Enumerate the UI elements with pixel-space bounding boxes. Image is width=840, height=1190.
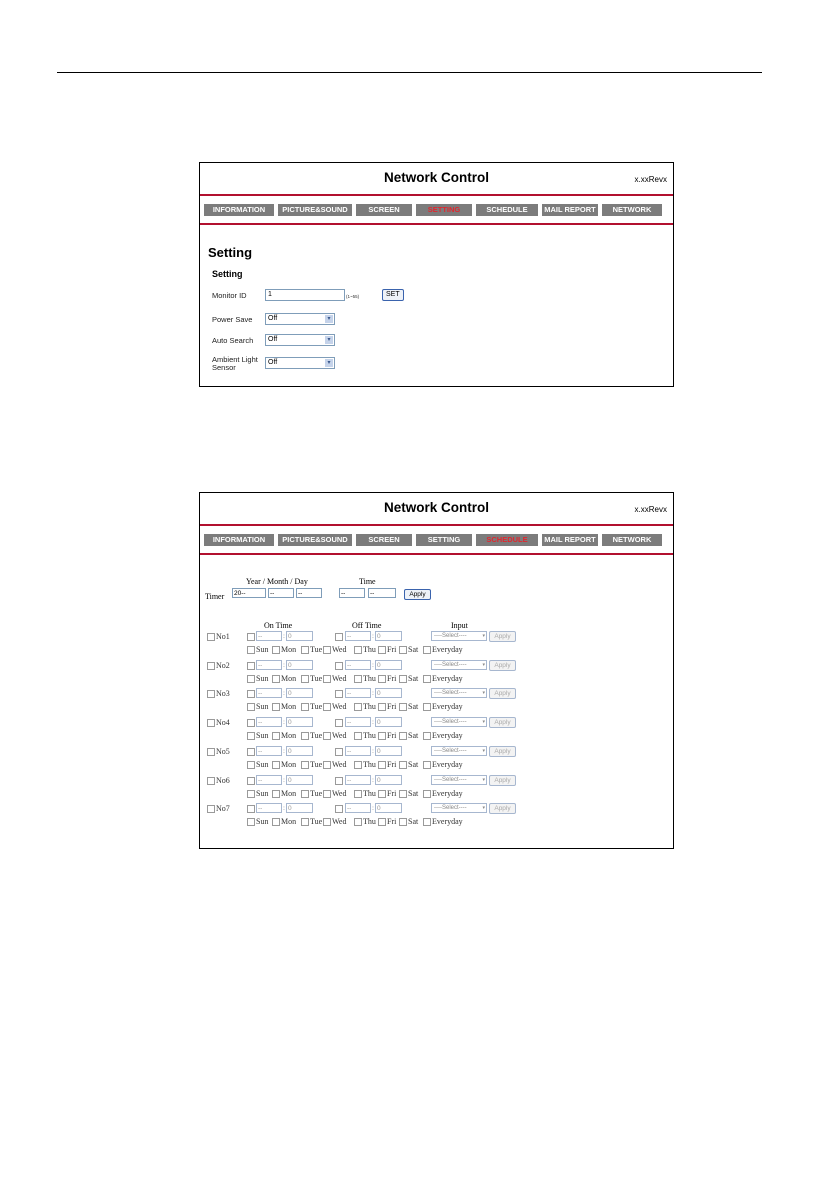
schedule-enable-checkbox[interactable] (207, 805, 215, 813)
on-time-hour-input[interactable]: -- (256, 688, 282, 698)
day-label: Everyday (432, 645, 463, 654)
day-label: Sun (256, 789, 269, 798)
chevron-down-icon: ▾ (482, 690, 485, 696)
timer-label: Timer (205, 592, 225, 601)
day-label: Fri (387, 702, 397, 711)
nav-divider (200, 553, 673, 555)
tab-picture-sound[interactable]: PICTURE&SOUND (278, 204, 352, 216)
day-label: Sun (256, 760, 269, 769)
day-label: Thu (363, 674, 376, 683)
timer-day-input[interactable]: -- (296, 588, 322, 598)
tab-screen[interactable]: SCREEN (356, 204, 412, 216)
date-header: Year / Month / Day (246, 577, 308, 586)
timer-minute-input[interactable]: -- (368, 588, 396, 598)
schedule-apply-button[interactable]: Apply (489, 775, 516, 786)
off-time-checkbox[interactable] (335, 748, 343, 756)
day-label: Sun (256, 731, 269, 740)
nav-bar (200, 196, 673, 223)
time-header: Time (359, 577, 376, 586)
day-checkbox[interactable] (272, 732, 280, 740)
day-label: Sat (408, 674, 419, 683)
off-time-minute-input[interactable]: 0 (375, 631, 402, 641)
input-select-value: ----Select---- (434, 662, 467, 668)
power-save-select[interactable] (265, 313, 335, 325)
day-label: Mon (281, 645, 297, 654)
day-label: Sat (408, 731, 419, 740)
day-label: Mon (281, 702, 297, 711)
off-time-hour-input[interactable]: -- (345, 660, 371, 670)
day-label: Wed (332, 817, 347, 826)
off-time-hour-input[interactable]: -- (345, 717, 371, 727)
day-label: Mon (281, 674, 297, 683)
set-button[interactable]: SET (382, 289, 404, 301)
tab-screen[interactable]: SCREEN (356, 534, 412, 546)
day-checkbox[interactable] (247, 790, 255, 798)
chevron-down-icon: ▾ (482, 805, 485, 811)
day-checkbox[interactable] (354, 790, 362, 798)
day-label: Sun (256, 817, 269, 826)
day-label: Thu (363, 817, 376, 826)
chevron-down-icon: ▾ (482, 633, 485, 639)
day-label: Sat (408, 760, 419, 769)
schedule-label: No4 (216, 718, 230, 727)
chevron-down-icon: ▾ (325, 359, 333, 367)
schedule-label: No7 (216, 804, 230, 813)
input-select-value: ----Select---- (434, 748, 467, 754)
nav-bar (200, 526, 673, 553)
tab-schedule[interactable]: SCHEDULE (476, 534, 538, 546)
on-time-minute-input[interactable]: 0 (286, 746, 313, 756)
chevron-down-icon: ▾ (482, 719, 485, 725)
monitor-id-label: Monitor ID (212, 291, 247, 300)
day-label: Everyday (432, 674, 463, 683)
on-time-minute-input[interactable]: 0 (286, 717, 313, 727)
day-label: Sun (256, 702, 269, 711)
input-select[interactable] (431, 717, 487, 727)
section-title: Setting (212, 269, 243, 279)
input-select[interactable] (431, 660, 487, 670)
chevron-down-icon: ▾ (482, 777, 485, 783)
day-label: Everyday (432, 789, 463, 798)
day-label: Wed (332, 760, 347, 769)
day-checkbox[interactable] (378, 790, 386, 798)
day-checkbox[interactable] (423, 646, 431, 654)
off-time-minute-input[interactable]: 0 (375, 688, 402, 698)
tab-information[interactable]: INFORMATION (204, 204, 274, 216)
day-checkbox[interactable] (354, 675, 362, 683)
day-checkbox[interactable] (272, 790, 280, 798)
off-time-hour-input[interactable]: -- (345, 631, 371, 641)
chevron-down-icon: ▾ (325, 315, 333, 323)
day-checkbox[interactable] (423, 703, 431, 711)
day-label: Fri (387, 760, 397, 769)
time-separator: : (283, 747, 285, 755)
day-checkbox[interactable] (378, 646, 386, 654)
day-checkbox[interactable] (323, 818, 331, 826)
day-label: Sat (408, 817, 419, 826)
version-label: x.xxRevx (634, 505, 667, 514)
time-separator: : (372, 804, 374, 812)
day-checkbox[interactable] (323, 646, 331, 654)
time-separator: : (283, 689, 285, 697)
input-select-value: ----Select---- (434, 777, 467, 783)
input-select-value: ----Select---- (434, 719, 467, 725)
input-select-value: ----Select---- (434, 633, 467, 639)
timer-month-input[interactable]: -- (268, 588, 294, 598)
time-separator: : (372, 776, 374, 784)
input-select-value: ----Select---- (434, 690, 467, 696)
day-label: Wed (332, 702, 347, 711)
day-checkbox[interactable] (378, 761, 386, 769)
day-label: Tue (310, 702, 323, 711)
schedule-apply-button[interactable]: Apply (489, 746, 516, 757)
day-checkbox[interactable] (323, 703, 331, 711)
day-checkbox[interactable] (272, 818, 280, 826)
tab-picture-sound[interactable]: PICTURE&SOUND (278, 534, 352, 546)
day-label: Sat (408, 789, 419, 798)
day-checkbox[interactable] (354, 646, 362, 654)
day-checkbox[interactable] (378, 818, 386, 826)
power-save-label: Power Save (212, 315, 253, 324)
app-title: Network Control (383, 170, 489, 185)
day-checkbox[interactable] (247, 732, 255, 740)
day-checkbox[interactable] (378, 703, 386, 711)
tab-schedule[interactable]: SCHEDULE (476, 204, 538, 216)
day-checkbox[interactable] (247, 703, 255, 711)
timer-year-input[interactable]: 20-- (232, 588, 266, 598)
day-checkbox[interactable] (378, 675, 386, 683)
monitor-id-input[interactable]: 1 (265, 289, 345, 301)
time-separator: : (283, 632, 285, 640)
day-label: Mon (281, 760, 297, 769)
nav-divider (200, 223, 673, 225)
day-label: Sun (256, 674, 269, 683)
app-title: Network Control (383, 500, 489, 515)
day-checkbox[interactable] (301, 646, 309, 654)
day-label: Tue (310, 674, 323, 683)
tab-information[interactable]: INFORMATION (204, 534, 274, 546)
input-select[interactable] (431, 746, 487, 756)
day-label: Fri (387, 731, 397, 740)
day-checkbox[interactable] (423, 761, 431, 769)
day-checkbox[interactable] (423, 790, 431, 798)
on-time-checkbox[interactable] (247, 662, 255, 670)
schedule-label: No6 (216, 776, 230, 785)
day-label: Mon (281, 817, 297, 826)
on-time-minute-input[interactable]: 0 (286, 660, 313, 670)
day-checkbox[interactable] (399, 703, 407, 711)
on-time-minute-input[interactable]: 0 (286, 803, 313, 813)
day-checkbox[interactable] (323, 732, 331, 740)
day-checkbox[interactable] (247, 818, 255, 826)
day-label: Mon (281, 789, 297, 798)
input-select[interactable] (431, 631, 487, 641)
input-select-value: ----Select---- (434, 805, 467, 811)
off-time-hour-input[interactable]: -- (345, 746, 371, 756)
off-time-minute-input[interactable]: 0 (375, 717, 402, 727)
off-time-checkbox[interactable] (335, 719, 343, 727)
day-checkbox[interactable] (301, 675, 309, 683)
ambient-light-label-line1: Ambient Light (212, 355, 258, 364)
day-checkbox[interactable] (423, 732, 431, 740)
day-label: Thu (363, 731, 376, 740)
off-time-minute-input[interactable]: 0 (375, 746, 402, 756)
panel-header (200, 163, 673, 194)
panel-header (200, 493, 673, 524)
day-label: Fri (387, 817, 397, 826)
day-label: Tue (310, 645, 323, 654)
off-time-checkbox[interactable] (335, 633, 343, 641)
time-separator: : (283, 718, 285, 726)
on-time-minute-input[interactable]: 0 (286, 688, 313, 698)
on-time-header: On Time (264, 621, 293, 630)
auto-search-value: Off (268, 336, 278, 343)
day-checkbox[interactable] (354, 761, 362, 769)
on-time-minute-input[interactable]: 0 (286, 775, 313, 785)
chevron-down-icon: ▾ (482, 662, 485, 668)
on-time-checkbox[interactable] (247, 690, 255, 698)
day-checkbox[interactable] (354, 703, 362, 711)
day-checkbox[interactable] (272, 675, 280, 683)
monitor-id-hint: (1~55) (346, 294, 360, 299)
schedule-apply-button[interactable]: Apply (489, 688, 516, 699)
ambient-light-label-line2: Sensor (212, 363, 236, 372)
schedule-label: No3 (216, 689, 230, 698)
timer-hour-input[interactable]: -- (339, 588, 365, 598)
schedule-enable-checkbox[interactable] (207, 719, 215, 727)
time-separator: : (372, 661, 374, 669)
time-separator: : (372, 718, 374, 726)
day-label: Thu (363, 645, 376, 654)
tab-mail-report[interactable]: MAIL REPORT (542, 534, 598, 546)
schedule-label: No2 (216, 661, 230, 670)
day-label: Tue (310, 789, 323, 798)
day-checkbox[interactable] (272, 646, 280, 654)
on-time-checkbox[interactable] (247, 805, 255, 813)
version-label: x.xxRevx (634, 175, 667, 184)
day-checkbox[interactable] (247, 675, 255, 683)
day-label: Fri (387, 645, 397, 654)
off-time-hour-input[interactable]: -- (345, 803, 371, 813)
day-checkbox[interactable] (301, 761, 309, 769)
on-time-hour-input[interactable]: -- (256, 775, 282, 785)
off-time-minute-input[interactable]: 0 (375, 660, 402, 670)
schedule-enable-checkbox[interactable] (207, 777, 215, 785)
time-separator: : (372, 747, 374, 755)
day-label: Thu (363, 760, 376, 769)
day-checkbox[interactable] (301, 790, 309, 798)
day-label: Tue (310, 817, 323, 826)
day-label: Fri (387, 789, 397, 798)
day-label: Wed (332, 789, 347, 798)
day-label: Thu (363, 789, 376, 798)
page-title: Setting (208, 245, 253, 260)
day-checkbox[interactable] (272, 703, 280, 711)
day-label: Sun (256, 645, 269, 654)
chevron-down-icon: ▾ (482, 748, 485, 754)
day-checkbox[interactable] (323, 675, 331, 683)
day-label: Everyday (432, 731, 463, 740)
off-time-checkbox[interactable] (335, 690, 343, 698)
day-checkbox[interactable] (399, 732, 407, 740)
day-checkbox[interactable] (301, 703, 309, 711)
day-label: Everyday (432, 817, 463, 826)
tab-setting[interactable]: SETTING (416, 534, 472, 546)
off-time-hour-input[interactable]: -- (345, 775, 371, 785)
schedule-enable-checkbox[interactable] (207, 662, 215, 670)
day-label: Sat (408, 702, 419, 711)
tab-network[interactable]: NETWORK (602, 204, 662, 216)
day-checkbox[interactable] (423, 818, 431, 826)
time-separator: : (372, 632, 374, 640)
day-checkbox[interactable] (399, 761, 407, 769)
tab-network[interactable]: NETWORK (602, 534, 662, 546)
on-time-hour-input[interactable]: -- (256, 660, 282, 670)
setting-screenshot-panel (199, 162, 674, 387)
input-select[interactable] (431, 803, 487, 813)
off-time-hour-input[interactable]: -- (345, 688, 371, 698)
on-time-hour-input[interactable]: -- (256, 746, 282, 756)
schedule-label: No5 (216, 747, 230, 756)
auto-search-select[interactable] (265, 334, 335, 346)
day-checkbox[interactable] (399, 646, 407, 654)
day-checkbox[interactable] (354, 732, 362, 740)
on-time-checkbox[interactable] (247, 633, 255, 641)
schedule-enable-checkbox[interactable] (207, 748, 215, 756)
day-checkbox[interactable] (354, 818, 362, 826)
timer-apply-button[interactable]: Apply (404, 589, 431, 600)
input-select[interactable] (431, 688, 487, 698)
day-checkbox[interactable] (247, 646, 255, 654)
day-label: Thu (363, 702, 376, 711)
day-label: Tue (310, 760, 323, 769)
time-separator: : (283, 661, 285, 669)
day-checkbox[interactable] (301, 818, 309, 826)
day-label: Wed (332, 645, 347, 654)
auto-search-label: Auto Search (212, 336, 254, 345)
day-checkbox[interactable] (247, 761, 255, 769)
day-label: Wed (332, 674, 347, 683)
day-label: Everyday (432, 760, 463, 769)
on-time-hour-input[interactable]: -- (256, 717, 282, 727)
time-separator: : (372, 689, 374, 697)
off-time-checkbox[interactable] (335, 805, 343, 813)
day-checkbox[interactable] (323, 761, 331, 769)
on-time-checkbox[interactable] (247, 719, 255, 727)
schedule-enable-checkbox[interactable] (207, 690, 215, 698)
off-time-minute-input[interactable]: 0 (375, 803, 402, 813)
day-checkbox[interactable] (399, 675, 407, 683)
schedule-apply-button[interactable]: Apply (489, 631, 516, 642)
on-time-hour-input[interactable]: -- (256, 803, 282, 813)
on-time-hour-input[interactable]: -- (256, 631, 282, 641)
day-label: Fri (387, 674, 397, 683)
schedule-label: No1 (216, 632, 230, 641)
day-label: Tue (310, 731, 323, 740)
schedule-screenshot-panel (199, 492, 674, 849)
off-time-checkbox[interactable] (335, 777, 343, 785)
off-time-minute-input[interactable]: 0 (375, 775, 402, 785)
tab-setting[interactable]: SETTING (416, 204, 472, 216)
off-time-header: Off Time (352, 621, 382, 630)
on-time-checkbox[interactable] (247, 748, 255, 756)
schedule-apply-button[interactable]: Apply (489, 660, 516, 671)
schedule-apply-button[interactable]: Apply (489, 717, 516, 728)
ambient-light-value: Off (268, 359, 278, 366)
day-checkbox[interactable] (272, 761, 280, 769)
on-time-minute-input[interactable]: 0 (286, 631, 313, 641)
ambient-light-select[interactable] (265, 357, 335, 369)
input-header: Input (451, 621, 468, 630)
day-checkbox[interactable] (399, 790, 407, 798)
schedule-apply-button[interactable]: Apply (489, 803, 516, 814)
day-checkbox[interactable] (423, 675, 431, 683)
time-separator: : (283, 804, 285, 812)
day-checkbox[interactable] (323, 790, 331, 798)
day-checkbox[interactable] (399, 818, 407, 826)
chevron-down-icon: ▾ (325, 336, 333, 344)
day-label: Mon (281, 731, 297, 740)
day-checkbox[interactable] (301, 732, 309, 740)
schedule-enable-checkbox[interactable] (207, 633, 215, 641)
time-separator: : (283, 776, 285, 784)
on-time-checkbox[interactable] (247, 777, 255, 785)
day-checkbox[interactable] (378, 732, 386, 740)
input-select[interactable] (431, 775, 487, 785)
day-label: Wed (332, 731, 347, 740)
tab-mail-report[interactable]: MAIL REPORT (542, 204, 598, 216)
power-save-value: Off (268, 315, 278, 322)
page-top-rule (57, 72, 762, 73)
day-label: Sat (408, 645, 419, 654)
day-label: Everyday (432, 702, 463, 711)
off-time-checkbox[interactable] (335, 662, 343, 670)
